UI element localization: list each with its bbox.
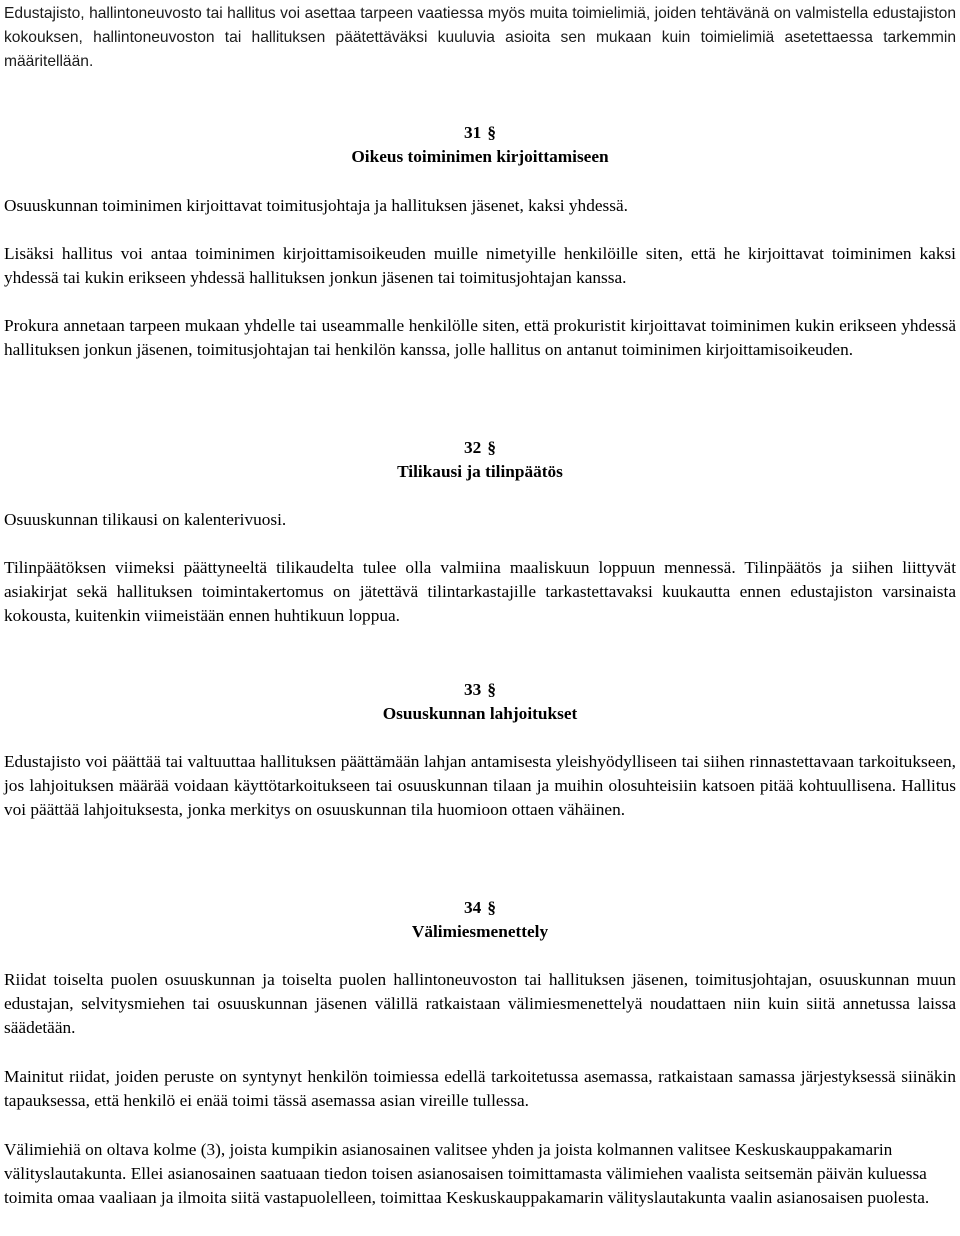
section-31-paragraph-3: Prokura annetaan tarpeen mukaan yhdelle tai useammalle henkilölle siten, että prokuristit kirjoittavat toiminimen kukin erikseen yhdessä hallituksen jonkun jäsenen, toimitusjohtajan tai henkilön kanssa, jolle hallitus on antanut toiminimen kirjoittamisoikeuden. bbox=[4, 316, 956, 359]
section-31-paragraph-1: Osuuskunnan toiminimen kirjoittavat toimitusjohtaja ja hallituksen jäsenet, kaksi yhdessä. bbox=[4, 196, 628, 215]
section-33-heading-number bbox=[4, 678, 956, 702]
section-33-paragraph-1: Edustajisto voi päättää tai valtuuttaa hallituksen päättämään lahjan antamisesta yleishyödylliseen tai siihen rinnastettavaan tarkoitukseen, jos lahjoituksen määrää voidaan käyttötarkoitukseen tai osuuskunnan tilaan ja muihin olosuhteisiin katsoen pitää kohtuullisena. Hallitus voi päättää lahjoituksesta, jonka merkitys on osuuskunnan tila huomioon ottaen vähäinen. bbox=[4, 752, 956, 819]
section-32-paragraph-2: Tilinpäätöksen viimeksi päättyneeltä tilikaudelta tulee olla valmiina maaliskuun loppuun mennessä. Tilinpäätös ja siihen liittyvät asiakirjat sekä hallituksen toimintakertomus on jätettävä tilintarkastajille tarkastettavaksi kuukautta ennen edustajiston varsinaista kokousta, kuitenkin viimeistään ennen huhtikuun loppua. bbox=[4, 558, 956, 625]
section-34-paragraph-2: Mainitut riidat, joiden peruste on syntynyt henkilön toimiessa edellä tarkoitetussa asemassa, ratkaistaan samassa järjestyksessä siinäkin tapauksessa, että henkilö ei enää toimi tässä asemassa asian vireille tullessa. bbox=[4, 1067, 956, 1110]
section-sign: § bbox=[487, 123, 496, 142]
section-31-heading-number bbox=[4, 121, 956, 145]
section-34-paragraph-3: Välimiehiä on oltava kolme (3), joista kumpikin asianosainen valitsee yhden ja joista kolmannen valitsee Keskuskauppakamarin välityslautakunta. Ellei asianosainen saatuaan tiedon toisen asianosaisen toimittamasta välimiehen vaalista seitsemän päivän kuluessa toimita omaa vaaliaan ja ilmoita siitä vastapuolelleen, toimittaa Keskuskauppakamarin välityslautakunta vaalin asianosaisen puolesta. bbox=[4, 1140, 930, 1207]
section-32-title: Tilikausi ja tilinpäätös bbox=[397, 462, 563, 481]
section-31-title: Oikeus toiminimen kirjoittamiseen bbox=[351, 147, 609, 166]
section-34-heading-number bbox=[4, 896, 956, 920]
section-number: 34 bbox=[464, 898, 482, 917]
section-32-paragraph-1: Osuuskunnan tilikausi on kalenterivuosi. bbox=[4, 510, 287, 529]
section-number: 31 bbox=[464, 123, 482, 142]
section-number: 32 bbox=[464, 438, 482, 457]
section-32-heading-number bbox=[4, 436, 956, 460]
section-sign: § bbox=[487, 680, 496, 699]
section-34-title: Välimiesmenettely bbox=[411, 922, 549, 941]
section-33-title: Osuuskunnan lahjoitukset bbox=[382, 704, 578, 723]
section-34-paragraph-1: Riidat toiselta puolen osuuskunnan ja toiselta puolen hallintoneuvoston tai hallituksen jäsenen, toimitusjohtajan, osuuskunnan muun edustajan, selvitysmiehen tai osuuskunnan jäsenen välillä ratkaistaan välimiesmenettelyä noudattaen niin kuin siitä annetussa laissa säädetään. bbox=[4, 970, 956, 1037]
section-number: 33 bbox=[464, 680, 482, 699]
section-sign: § bbox=[487, 438, 496, 457]
intro-paragraph: Edustajisto, hallintoneuvosto tai hallitus voi asettaa tarpeen vaatiessa myös muita toimielimiä, joiden tehtävänä on valmistella edustajiston kokouksen, hallintoneuvoston tai hallituksen päätettäväksi kuuluvia asioita sen mukaan kuin toimielimiä asetettaessa tarkemmin määritellään. bbox=[4, 5, 956, 70]
section-31-paragraph-2: Lisäksi hallitus voi antaa toiminimen kirjoittamisoikeuden muille nimetyille henkilöille siten, että he kirjoittavat toiminimen kaksi yhdessä tai kukin erikseen yhdessä hallituksen jonkun jäsenen tai toimitusjohtajan kanssa. bbox=[4, 244, 956, 287]
section-sign: § bbox=[487, 898, 496, 917]
